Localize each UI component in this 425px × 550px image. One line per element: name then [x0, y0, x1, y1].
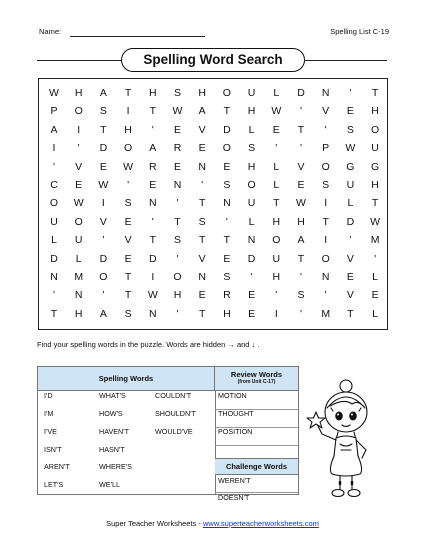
grid-letter[interactable]: E: [272, 123, 280, 136]
grid-letter[interactable]: I: [151, 271, 155, 283]
grid-letter[interactable]: L: [273, 179, 280, 191]
grid-letter[interactable]: V: [346, 252, 354, 265]
grid-letter[interactable]: ': [127, 179, 130, 191]
grid-letter[interactable]: E: [99, 160, 107, 173]
grid-letter[interactable]: ': [151, 215, 154, 228]
review-word: MOTION: [218, 391, 247, 400]
grid-letter[interactable]: M: [74, 271, 84, 283]
grid-letter[interactable]: T: [347, 307, 354, 320]
grid-letter[interactable]: ': [176, 197, 179, 210]
grid-row: [39, 84, 387, 102]
grid-letter[interactable]: ': [349, 234, 352, 247]
grid-letter[interactable]: O: [272, 234, 281, 247]
grid-letter[interactable]: ': [102, 234, 105, 247]
review-row-line: [215, 445, 298, 446]
grid-letter[interactable]: D: [247, 252, 256, 265]
grid-row: [39, 213, 387, 231]
grid-letter[interactable]: S: [297, 289, 305, 302]
grid-letter[interactable]: A: [149, 142, 157, 155]
grid-letter[interactable]: ': [250, 271, 253, 283]
footer-link[interactable]: www.superteacherworksheets.com: [202, 519, 319, 528]
grid-letter[interactable]: O: [247, 179, 256, 191]
grid-letter[interactable]: I: [52, 142, 56, 155]
word-table: [37, 366, 299, 502]
grid-row: [39, 102, 387, 120]
grid-letter[interactable]: L: [248, 123, 255, 136]
grid-letter[interactable]: O: [99, 271, 108, 283]
grid-letter[interactable]: N: [74, 289, 83, 302]
grid-letter[interactable]: T: [149, 105, 156, 118]
spelling-word: WE'LL: [99, 480, 120, 489]
grid-letter[interactable]: N: [149, 307, 157, 320]
grid-letter[interactable]: ': [102, 289, 105, 302]
grid-letter[interactable]: S: [99, 105, 107, 118]
grid-letter[interactable]: A: [99, 87, 107, 99]
grid-letter[interactable]: ': [201, 179, 204, 191]
grid-letter[interactable]: U: [74, 234, 83, 247]
grid-letter[interactable]: H: [223, 307, 231, 320]
grid-letter[interactable]: G: [346, 160, 355, 173]
grid-letter[interactable]: P: [322, 142, 330, 155]
grid-letter[interactable]: E: [346, 105, 354, 118]
grid-letter[interactable]: ': [225, 215, 228, 228]
grid-letter[interactable]: E: [124, 252, 132, 265]
grid-letter[interactable]: U: [346, 179, 355, 191]
grid-letter[interactable]: T: [273, 197, 280, 210]
grid-letter[interactable]: T: [174, 215, 181, 228]
grid-letter[interactable]: ': [275, 142, 278, 155]
title-banner: [37, 48, 387, 72]
spelling-list-label: Spelling List C-19: [330, 27, 389, 36]
grid-row: [39, 268, 387, 286]
grid-row: [39, 194, 387, 212]
grid-letter[interactable]: D: [297, 87, 305, 99]
grid-letter[interactable]: ': [176, 307, 179, 320]
grid-letter[interactable]: S: [198, 215, 206, 228]
grid-letter[interactable]: O: [371, 123, 380, 136]
grid-letter[interactable]: E: [346, 271, 354, 283]
spelling-word: HASN'T: [99, 445, 125, 454]
grid-letter[interactable]: ': [176, 252, 179, 265]
grid-letter[interactable]: I: [324, 197, 328, 210]
table-divider: [215, 391, 216, 495]
grid-letter[interactable]: L: [273, 160, 280, 173]
grid-letter[interactable]: W: [370, 215, 381, 228]
grid-letter[interactable]: R: [149, 160, 157, 173]
grid-letter[interactable]: ': [349, 87, 352, 99]
grid-letter[interactable]: L: [347, 197, 354, 210]
grid-letter[interactable]: ': [151, 123, 154, 136]
grid-letter[interactable]: T: [322, 215, 329, 228]
grid-letter[interactable]: W: [271, 105, 282, 118]
grid-letter[interactable]: M: [370, 234, 380, 247]
grid-letter[interactable]: N: [50, 271, 58, 283]
grid-letter[interactable]: ': [52, 289, 55, 302]
grid-letter[interactable]: V: [297, 160, 305, 173]
review-row-line: [215, 409, 298, 410]
spelling-word: WOULD'VE: [155, 427, 193, 436]
grid-letter[interactable]: E: [297, 179, 305, 191]
footer: [0, 519, 425, 528]
grid-letter[interactable]: I: [274, 307, 278, 320]
grid-letter[interactable]: U: [247, 197, 256, 210]
spelling-word: SHOULDN'T: [155, 409, 196, 418]
grid-letter[interactable]: A: [99, 307, 107, 320]
review-row-line: [215, 427, 298, 428]
grid-letter[interactable]: W: [172, 105, 183, 118]
grid-letter[interactable]: ': [374, 252, 377, 265]
grid-letter[interactable]: T: [198, 307, 206, 320]
grid-letter[interactable]: W: [98, 179, 109, 191]
review-words-subtitle: (from Unit C-17): [237, 379, 276, 385]
grid-letter[interactable]: T: [297, 252, 305, 265]
grid-letter[interactable]: O: [74, 105, 83, 118]
grid-letter[interactable]: W: [345, 142, 356, 155]
grid-letter[interactable]: D: [99, 142, 108, 155]
grid-letter[interactable]: V: [124, 234, 132, 247]
grid-letter[interactable]: N: [198, 271, 206, 283]
challenge-word: DOESN'T: [218, 493, 250, 502]
grid-letter[interactable]: H: [74, 87, 83, 99]
spelling-words-header: Spelling Words: [38, 367, 215, 391]
grid-letter[interactable]: O: [222, 87, 231, 99]
grid-letter[interactable]: L: [51, 234, 57, 247]
spelling-word: I'D: [44, 391, 53, 400]
grid-letter[interactable]: N: [247, 234, 256, 247]
grid-letter[interactable]: T: [223, 105, 231, 118]
grid-letter[interactable]: W: [147, 289, 158, 302]
grid-letter[interactable]: U: [50, 215, 58, 228]
spelling-word: WHAT'S: [99, 391, 126, 400]
grid-letter[interactable]: S: [322, 179, 330, 191]
grid-letter[interactable]: S: [248, 142, 256, 155]
grid-letter[interactable]: H: [272, 271, 281, 283]
grid-letter[interactable]: H: [297, 215, 305, 228]
grid-letter[interactable]: N: [321, 87, 330, 99]
grid-letter[interactable]: H: [247, 160, 256, 173]
grid-letter[interactable]: E: [371, 289, 379, 302]
grid-row: [39, 231, 387, 249]
grid-letter[interactable]: H: [247, 105, 256, 118]
grid-letter[interactable]: ': [324, 123, 327, 136]
grid-letter[interactable]: ': [275, 289, 278, 302]
challenge-row-line: [215, 492, 298, 493]
grid-letter[interactable]: T: [149, 234, 156, 247]
grid-letter[interactable]: H: [149, 87, 157, 99]
grid-letter[interactable]: S: [223, 179, 231, 191]
grid-letter[interactable]: S: [124, 307, 132, 320]
grid-letter[interactable]: H: [371, 179, 379, 191]
grid-letter[interactable]: U: [371, 142, 379, 155]
grid-letter[interactable]: E: [248, 289, 256, 302]
grid-letter[interactable]: T: [124, 271, 132, 283]
grid-letter[interactable]: L: [248, 215, 255, 228]
grid-letter[interactable]: T: [371, 197, 379, 210]
grid-row: [39, 176, 387, 194]
grid-letter[interactable]: O: [74, 215, 83, 228]
grid-letter[interactable]: E: [198, 142, 206, 155]
grid-letter[interactable]: O: [124, 142, 133, 155]
grid-letter[interactable]: H: [173, 289, 182, 302]
challenge-words-header: Challenge Words: [215, 458, 298, 475]
grid-letter[interactable]: I: [101, 197, 105, 210]
grid-letter[interactable]: T: [371, 87, 379, 99]
grid-letter[interactable]: N: [173, 179, 182, 191]
spelling-word: AREN'T: [44, 462, 70, 471]
grid-letter[interactable]: E: [223, 252, 231, 265]
grid-letter[interactable]: H: [198, 87, 206, 99]
spelling-word: LET'S: [44, 480, 64, 489]
grid-letter[interactable]: D: [149, 252, 157, 265]
grid-letter[interactable]: A: [50, 123, 58, 136]
grid-letter[interactable]: P: [50, 105, 58, 118]
grid-letter[interactable]: W: [49, 87, 59, 99]
grid-letter[interactable]: S: [346, 123, 354, 136]
grid-letter[interactable]: L: [273, 87, 280, 99]
grid-letter[interactable]: O: [222, 142, 231, 155]
grid-letter[interactable]: V: [198, 252, 206, 265]
grid-letter[interactable]: A: [198, 105, 206, 118]
grid-letter[interactable]: L: [372, 271, 379, 283]
grid-letter[interactable]: R: [223, 289, 231, 302]
grid-letter[interactable]: V: [75, 160, 83, 173]
grid-letter[interactable]: ': [299, 271, 302, 283]
grid-letter[interactable]: E: [173, 160, 181, 173]
grid-letter[interactable]: H: [371, 105, 379, 118]
grid-letter[interactable]: S: [124, 197, 132, 210]
grid-letter[interactable]: T: [198, 234, 206, 247]
grid-letter[interactable]: H: [74, 307, 83, 320]
spelling-word: WHERE'S: [99, 462, 132, 471]
grid-letter[interactable]: ': [77, 142, 80, 155]
grid-letter[interactable]: N: [198, 160, 206, 173]
grid-letter[interactable]: T: [198, 197, 206, 210]
name-line[interactable]: [70, 36, 205, 37]
footer-prefix: Super Teacher Worksheets -: [106, 519, 203, 528]
spelling-word: HOW'S: [99, 409, 123, 418]
grid-letter[interactable]: D: [50, 252, 58, 265]
spelling-word: I'VE: [44, 427, 57, 436]
grid-letter[interactable]: T: [50, 307, 58, 320]
grid-row: [39, 305, 387, 323]
grid-letter[interactable]: T: [124, 289, 132, 302]
grid-letter[interactable]: ': [299, 142, 302, 155]
grid-row: [39, 158, 387, 176]
grid-letter[interactable]: I: [126, 105, 130, 118]
spelling-word: I'M: [44, 409, 54, 418]
word-search-grid: [38, 78, 388, 330]
name-label: Name:: [39, 27, 62, 36]
girl-illustration: [300, 378, 388, 503]
page-title: Spelling Word Search: [121, 48, 305, 72]
grid-letter[interactable]: V: [346, 289, 354, 302]
grid-letter[interactable]: S: [173, 87, 181, 99]
grid-letter[interactable]: N: [321, 271, 330, 283]
grid-letter[interactable]: E: [75, 179, 83, 191]
grid-letter[interactable]: W: [73, 197, 84, 210]
grid-letter[interactable]: C: [50, 179, 58, 191]
grid-letter[interactable]: ': [299, 307, 302, 320]
grid-row: [39, 121, 387, 139]
review-words-header: [215, 367, 298, 391]
grid-letter[interactable]: U: [247, 87, 256, 99]
grid-letter[interactable]: D: [346, 215, 355, 228]
grid-letter[interactable]: E: [124, 215, 132, 228]
review-word: POSITION: [218, 427, 253, 436]
grid-letter[interactable]: O: [321, 252, 330, 265]
grid-letter[interactable]: O: [321, 160, 330, 173]
grid-letter[interactable]: O: [49, 197, 59, 210]
grid-letter[interactable]: V: [322, 105, 330, 118]
grid-letter[interactable]: H: [272, 215, 281, 228]
grid-letter[interactable]: V: [99, 215, 107, 228]
grid-letter[interactable]: S: [173, 234, 181, 247]
grid-letter[interactable]: E: [173, 123, 181, 136]
grid-letter[interactable]: R: [173, 142, 182, 155]
grid-letter[interactable]: T: [100, 123, 107, 136]
review-words-title: Review Words: [230, 370, 283, 379]
grid-letter[interactable]: W: [123, 160, 134, 173]
grid-letter[interactable]: T: [297, 123, 305, 136]
grid-letter[interactable]: E: [223, 160, 231, 173]
review-word: THOUGHT: [218, 409, 254, 418]
grid-letter[interactable]: I: [324, 234, 328, 247]
challenge-word: WEREN'T: [218, 475, 251, 485]
grid-letter[interactable]: I: [77, 123, 81, 136]
grid-letter[interactable]: A: [297, 234, 305, 247]
grid-letter[interactable]: T: [223, 234, 231, 247]
grid-letter[interactable]: S: [223, 271, 231, 283]
grid-letter[interactable]: D: [99, 252, 108, 265]
grid-letter[interactable]: T: [124, 87, 132, 99]
grid-row: [39, 139, 387, 157]
grid-letter[interactable]: E: [198, 289, 206, 302]
grid-letter[interactable]: D: [223, 123, 231, 136]
grid-letter[interactable]: M: [321, 307, 331, 320]
grid-letter[interactable]: ': [52, 160, 55, 173]
grid-letter[interactable]: ': [299, 105, 302, 118]
grid-letter[interactable]: L: [75, 252, 82, 265]
spelling-word: COULDN'T: [155, 391, 192, 400]
spelling-word: HAVEN'T: [99, 427, 129, 436]
grid-row: [39, 286, 387, 304]
grid-letter[interactable]: ': [324, 289, 327, 302]
grid-letter[interactable]: V: [198, 123, 206, 136]
grid-letter[interactable]: W: [296, 197, 306, 210]
grid-letter[interactable]: O: [173, 271, 182, 283]
grid-letter[interactable]: N: [149, 197, 157, 210]
grid-row: [39, 250, 387, 268]
grid-letter[interactable]: E: [149, 179, 157, 191]
grid-letter[interactable]: H: [124, 123, 132, 136]
grid-letter[interactable]: L: [372, 307, 379, 320]
grid-letter[interactable]: E: [248, 307, 256, 320]
grid-letter[interactable]: G: [371, 160, 380, 173]
grid-letter[interactable]: U: [272, 252, 281, 265]
instructions: Find your spelling words in the puzzle. Words are hidden → and ↓ .: [37, 340, 260, 349]
spelling-word: ISN'T: [44, 445, 62, 454]
grid-letter[interactable]: N: [223, 197, 231, 210]
